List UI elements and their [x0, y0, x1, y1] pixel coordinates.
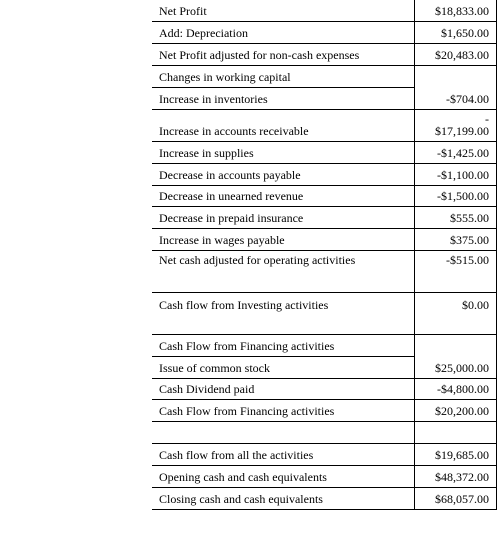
row-label: Increase in inventories — [152, 88, 415, 109]
row-amount: $20,483.00 — [415, 44, 497, 65]
row-amount: -$4,800.00 — [415, 379, 497, 399]
row-amount — [415, 66, 497, 88]
table-row — [152, 142, 497, 164]
table-row — [152, 400, 497, 422]
row-label: Cash Flow from Financing activities — [152, 400, 415, 421]
table-row — [152, 335, 497, 357]
row-label: Increase in supplies — [152, 142, 415, 163]
table-row — [152, 44, 497, 66]
table-row — [152, 379, 497, 400]
row-label: Net cash adjusted for operating activities — [152, 251, 415, 292]
amount-sign: - — [485, 112, 489, 126]
amount-value: $17,199.00 — [435, 124, 489, 138]
row-label: Cash Flow from Financing activities — [152, 335, 415, 357]
row-label — [152, 422, 415, 443]
row-amount: $555.00 — [415, 207, 497, 228]
row-label: Decrease in accounts payable — [152, 164, 415, 185]
row-amount: $20,200.00 — [415, 400, 497, 421]
row-amount: -$1,500.00 — [415, 186, 497, 206]
row-amount: $19,685.00 — [415, 444, 497, 465]
row-label: Increase in wages payable — [152, 229, 415, 250]
table-row — [152, 207, 497, 229]
row-label: Decrease in prepaid insurance — [152, 207, 415, 228]
row-amount: $0.00 — [415, 293, 497, 334]
table-row — [152, 466, 497, 488]
table-row — [152, 293, 497, 335]
table-row — [152, 22, 497, 44]
row-label: Increase in accounts receivable — [152, 110, 415, 141]
row-amount: $48,372.00 — [415, 466, 497, 487]
row-amount: -$1,100.00 — [415, 164, 497, 185]
row-amount: $18,833.00 — [415, 0, 497, 21]
row-label: Cash Dividend paid — [152, 379, 415, 399]
table-row — [152, 110, 497, 142]
row-label: Issue of common stock — [152, 357, 415, 378]
row-label: Changes in working capital — [152, 66, 415, 88]
table-row — [152, 251, 497, 293]
table-row — [152, 444, 497, 466]
table-row — [152, 488, 497, 510]
row-amount: $68,057.00 — [415, 488, 497, 509]
row-label: Net Profit — [152, 0, 415, 21]
cash-flow-table — [152, 0, 497, 510]
row-amount — [415, 335, 497, 357]
row-amount: $375.00 — [415, 229, 497, 250]
row-amount: $1,650.00 — [415, 22, 497, 43]
table-row — [152, 229, 497, 251]
table-row — [152, 0, 497, 22]
row-label: Decrease in unearned revenue — [152, 186, 415, 206]
row-label: Cash flow from Investing activities — [152, 293, 415, 334]
row-amount: $25,000.00 — [415, 357, 497, 378]
row-amount: -$704.00 — [415, 88, 497, 109]
table-row — [152, 186, 497, 207]
row-amount — [415, 110, 497, 141]
row-label: Add: Depreciation — [152, 22, 415, 43]
table-row — [152, 422, 497, 444]
row-label: Net Profit adjusted for non-cash expenses — [152, 44, 415, 65]
row-label: Opening cash and cash equivalents — [152, 466, 415, 487]
row-label: Cash flow from all the activities — [152, 444, 415, 465]
row-amount: -$1,425.00 — [415, 142, 497, 163]
table-row — [152, 66, 497, 88]
table-row — [152, 357, 497, 379]
table-row — [152, 164, 497, 186]
table-row — [152, 88, 497, 110]
row-amount — [415, 422, 497, 443]
row-label: Closing cash and cash equivalents — [152, 488, 415, 509]
row-amount: -$515.00 — [415, 251, 497, 292]
